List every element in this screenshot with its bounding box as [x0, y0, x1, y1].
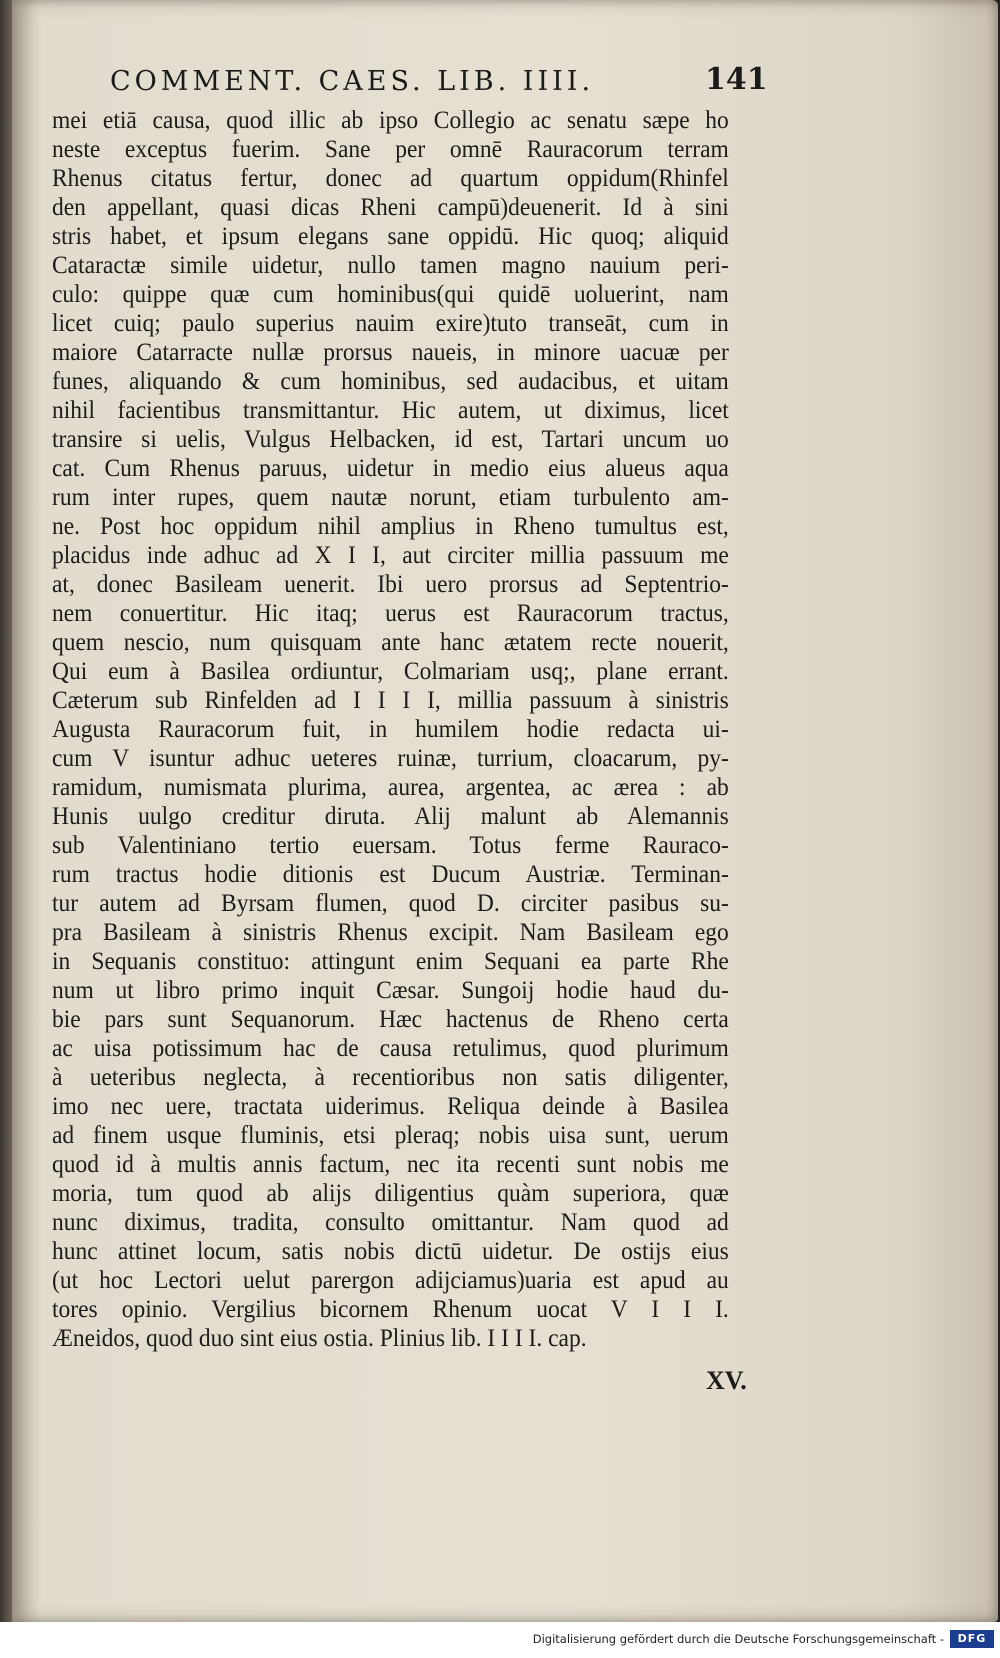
binding-shadow	[0, 0, 12, 1622]
text-line: nem conuertitur. Hic itaq; uerus est Rauracorum tractus,	[52, 600, 729, 627]
text-line: Augusta Rauracorum fuit, in humilem hodie redacta ui-	[52, 716, 729, 743]
text-line: Rhenus citatus fertur, donec ad quartum oppidum(Rhinfel	[52, 165, 729, 192]
text-line: nunc diximus, tradita, consulto omittantur. Nam quod ad	[52, 1209, 729, 1236]
text-line: bie pars sunt Sequanorum. Hæc hactenus de Rheno certa	[52, 1006, 729, 1033]
text-line: Cataractæ simile uidetur, nullo tamen magno nauium peri-	[52, 252, 729, 279]
text-line: tur autem ad Byrsam flumen, quod D. circiter pasibus su-	[52, 890, 729, 917]
text-line: à ueteribus neglecta, à recentioribus non satis diligenter,	[52, 1064, 729, 1091]
text-line: mei etiā causa, quod illic ab ipso Collegio ac senatu sæpe ho	[52, 107, 729, 134]
text-line: imo nec uere, tractata uiderimus. Reliqua deinde à Basilea	[52, 1093, 729, 1120]
book-page	[12, 0, 998, 1622]
funding-notice: Digitalisierung gefördert durch die Deutsche Forschungsgemeinschaft -	[532, 1632, 944, 1646]
text-line: tores opinio. Vergilius bicornem Rhenum uocat V I I I.	[52, 1296, 729, 1323]
footer-bar	[0, 1622, 1000, 1658]
text-line: nihil facientibus transmittantur. Hic autem, ut diximus, licet	[52, 397, 729, 424]
text-block	[52, 106, 772, 1353]
catchword: XV.	[706, 1366, 747, 1395]
text-line: rum inter rupes, quem nautæ norunt, etiam turbulento am-	[52, 484, 729, 511]
text-line: funes, aliquando & cum hominibus, sed audacibus, et uitam	[52, 368, 729, 395]
text-line: pra Basileam à sinistris Rhenus excipit. Nam Basileam ego	[52, 919, 729, 946]
text-line: at, donec Basileam uenerit. Ibi uero prorsus ad Septentrio-	[52, 571, 729, 598]
text-line: licet cuiq; paulo superius nauim exire)tuto transeāt, cum in	[52, 310, 729, 337]
text-line: ac uisa potissimum hac de causa retulimus, quod plurimum	[52, 1035, 729, 1062]
text-line: den appellant, quasi dicas Rheni campū)deuenerit. Id à sini	[52, 194, 729, 221]
text-line: neste exceptus fuerim. Sane per omnē Rauracorum terram	[52, 136, 729, 163]
text-line: ne. Post hoc oppidum nihil amplius in Rheno tumultus est,	[52, 513, 729, 540]
text-line: cum V isuntur adhuc ueteres ruinæ, turrium, cloacarum, py-	[52, 745, 729, 772]
running-title: COMMENT. CAES. LIB. IIII.	[110, 66, 595, 97]
text-line: ramidum, numismata plurima, aurea, argentea, ac ærea : ab	[52, 774, 729, 801]
text-line: placidus inde adhuc ad X I I, aut circiter millia passuum me	[52, 542, 729, 569]
dfg-logo: DFG	[950, 1630, 994, 1648]
text-line: transire si uelis, Vulgus Helbacken, id est, Tartari uncum uo	[52, 426, 729, 453]
text-line: Cæterum sub Rinfelden ad I I I I, millia passuum à sinistris	[52, 687, 729, 714]
text-line: culo: quippe quæ cum hominibus(qui quidē uoluerint, nam	[52, 281, 729, 308]
text-line: Hunis uulgo creditur diruta. Alij malunt ab Alemannis	[52, 803, 729, 830]
text-line: (ut hoc Lectori uelut parergon adijciamus)uaria est apud au	[52, 1267, 729, 1294]
text-line: moria, tum quod ab alijs diligentius quàm superiora, quæ	[52, 1180, 729, 1207]
text-line: Qui eum à Basilea ordiuntur, Colmariam usq;, plane errant.	[52, 658, 729, 685]
text-line: in Sequanis constituo: attingunt enim Sequani ea parte Rhe	[52, 948, 729, 975]
text-line: stris habet, et ipsum elegans sane oppidū. Hic quoq; aliquid	[52, 223, 729, 250]
folio-number: 141	[705, 62, 768, 97]
text-line: Æneidos, quod duo sint eius ostia. Plinius lib. I I I I. cap.	[52, 1325, 587, 1352]
text-line: rum tractus hodie ditionis est Ducum Austriæ. Terminan-	[52, 861, 729, 888]
text-line: ad finem usque fluminis, etsi pleraq; nobis uisa sunt, uerum	[52, 1122, 729, 1149]
text-line: maiore Catarracte nullæ prorsus naueis, in minore uacuæ per	[52, 339, 729, 366]
text-line: sub Valentiniano tertio euersam. Totus ferme Rauraco-	[52, 832, 729, 859]
text-line: hunc attinet locum, satis nobis dictū uidetur. De ostijs eius	[52, 1238, 729, 1265]
text-line: quem nescio, num quisquam ante hanc ætatem recte nouerit,	[52, 629, 729, 656]
running-head	[110, 62, 990, 102]
text-line: cat. Cum Rhenus paruus, uidetur in medio eius alueus aqua	[52, 455, 729, 482]
text-line: quod id à multis annis factum, nec ita recenti sunt nobis me	[52, 1151, 729, 1178]
text-line: num ut libro primo inquit Cæsar. Sungoij hodie haud du-	[52, 977, 729, 1004]
